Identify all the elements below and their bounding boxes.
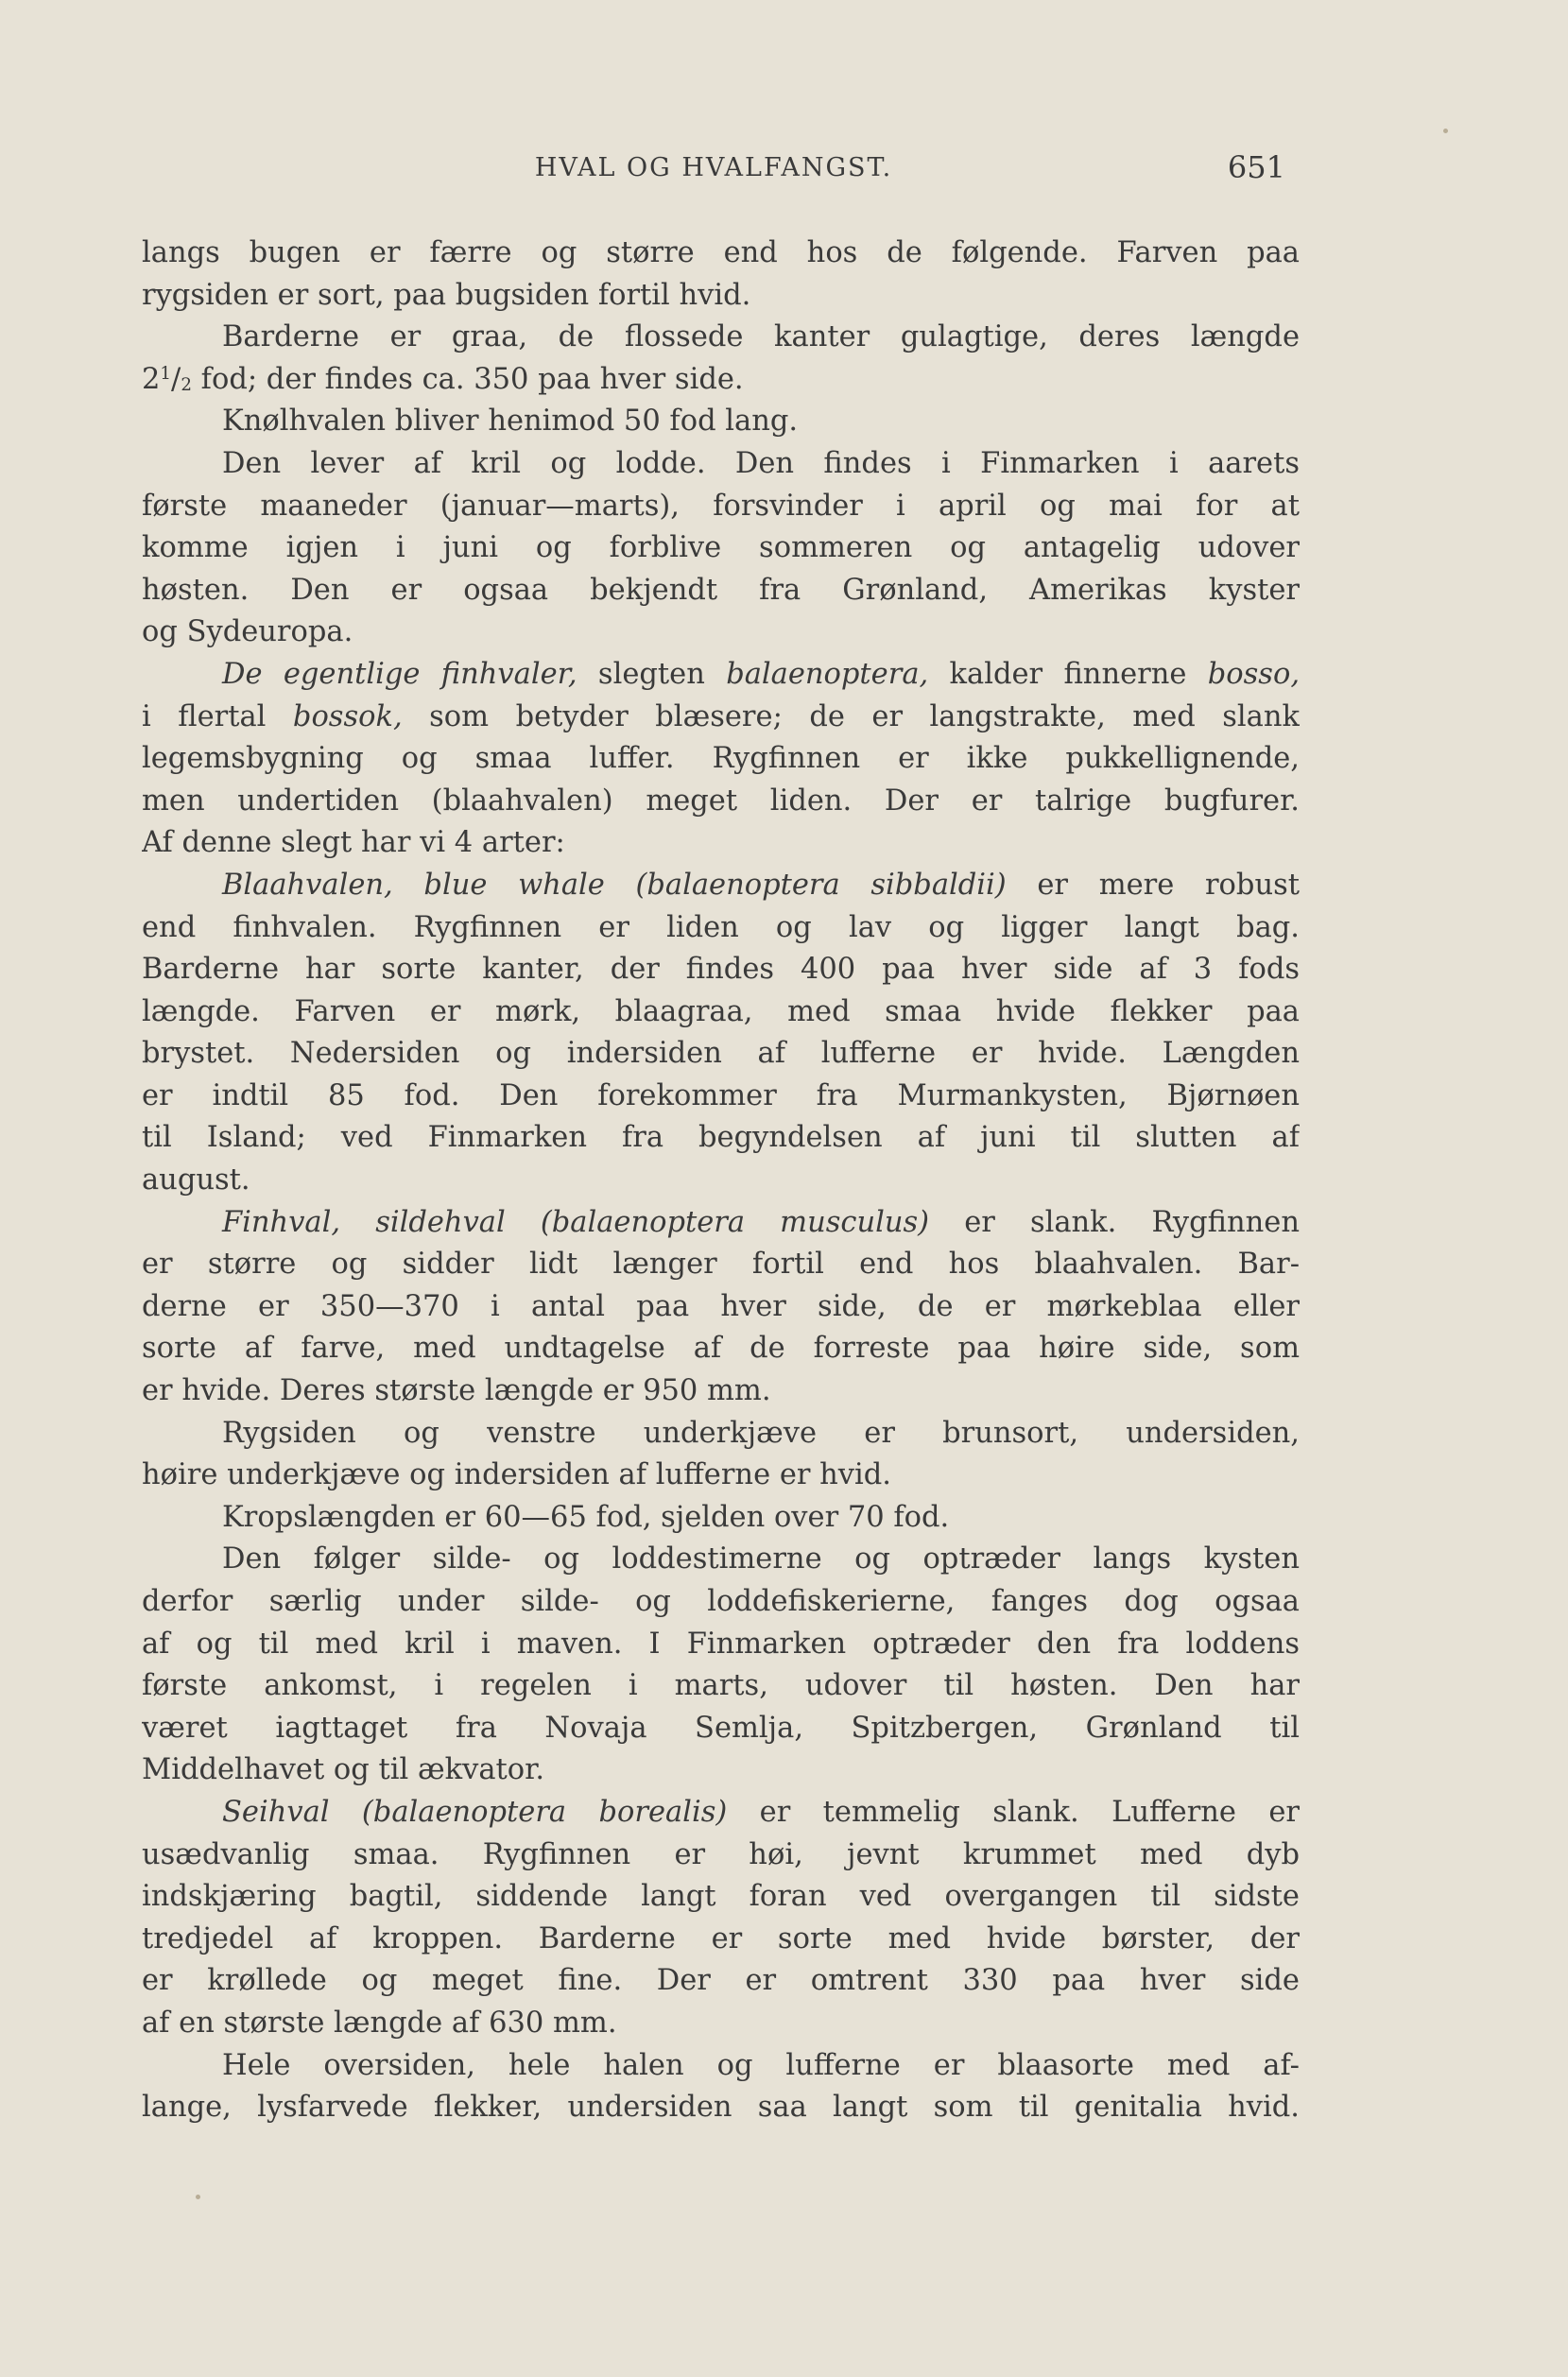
text-line [142,697,1300,739]
text-line: er større og sidder lidt længer fortil end hos blaahvalen. Bar- [142,1248,1300,1282]
page-number: 651 [1227,149,1285,185]
text-line: derfor særlig under silde- og loddefiskerierne, fanges dog ogsaa [142,1585,1300,1618]
text-line: usædvanlig smaa. Rygfinnen er høi, jevnt krummet med dyb [142,1837,1300,1871]
text-line: rygsiden er sort, paa bugsiden fortil hvid. [142,278,751,312]
text-line: er indtil 85 fod. Den forekommer fra Murmankysten, Bjørnøen [142,1078,1300,1112]
text-line: brystet. Nedersiden og indersiden af lufferne er hvide. Længden [142,1037,1300,1071]
text-line: Af denne slegt har vi 4 arter: [142,826,565,860]
text-run: er temmelig slank. Lufferne er [727,1795,1300,1829]
text-line: Middelhavet og til ækvator. [142,1753,545,1787]
text-line: Knølhvalen bliver henimod 50 fod lang. [222,405,799,439]
text-line: men undertiden (blaahvalen) meget liden. Der er talrige bugfurer. [142,784,1300,818]
text-line: er hvide. Deres største længde er 950 mm. [142,1374,771,1408]
text-line: derne er 350—370 i antal paa hver side, de er mørkeblaa eller [142,1289,1300,1323]
text-line: første maaneder (januar—marts), forsvinder i april og mai for at [142,489,1300,523]
text-line: længde. Farven er mørk, blaagraa, med smaa hvide flekker paa [142,994,1300,1028]
text-line: af en største længde af 630 mm. [142,2006,617,2040]
text-line: tredjedel af kroppen. Barderne er sorte med hvide børster, der [142,1921,1300,1955]
text-line: første ankomst, i regelen i marts, udover til høsten. Den har [142,1669,1300,1703]
text-line [142,865,1300,907]
text-line [142,1202,1300,1245]
italic-term: De egentlige finhvaler, [222,657,577,691]
text-line [142,1792,1300,1834]
text-line: lange, lysfarvede flekker, undersiden saa langt som til genitalia hvid. [142,2091,1300,2125]
text-line: komme igjen i juni og forblive sommeren og antagelig udover [142,531,1300,565]
print-speck [196,2195,200,2199]
page-header [142,149,1285,191]
italic-term: Finhval, sildehval (balaenoptera musculus) [222,1205,930,1239]
text-line: indskjæring bagtil, siddende langt foran ved overgangen til sidste [142,1880,1300,1914]
text-line: af og til med kril i maven. I Finmarken optræder den fra loddens [142,1627,1300,1661]
text-line: Den følger silde- og loddestimerne og optræder langs kysten [222,1542,1300,1576]
italic-term: Seihval (balaenoptera borealis) [222,1795,728,1829]
text-run: er slank. Rygfinnen [929,1205,1300,1239]
text-line: end finhvalen. Rygfinnen er liden og lav og ligger langt bag. [142,910,1300,944]
print-speck [1443,129,1448,133]
text-run: slegten [577,657,727,691]
text-line: Barderne har sorte kanter, der findes 400 paa hver side af 3 fods [142,953,1300,987]
italic-term: bosso, [1207,657,1300,691]
text-line: Kropslængden er 60—65 fod, sjelden over 70 fod. [222,1500,950,1534]
text-line: og Sydeuropa. [142,615,353,649]
text-line: august. [142,1163,250,1197]
text-line: høire underkjæve og indersiden af lufferne er hvid. [142,1458,891,1492]
running-head: HVAL OG HVALFANGST. [534,153,893,182]
text-line: langs bugen er færre og større end hos de følgende. Farven paa [142,236,1300,269]
italic-term: balaenoptera, [726,657,929,691]
text-line: Den lever af kril og lodde. Den findes i Finmarken i aarets [222,446,1300,480]
text-line: er krøllede og meget fine. Der er omtrent 330 paa hver side [142,1964,1300,1998]
text-line: Hele oversiden, hele halen og lufferne er blaasorte med af- [222,2048,1300,2082]
text-line: til Island; ved Finmarken fra begyndelsen af juni til slutten af [142,1121,1300,1155]
italic-term: Blaahvalen, blue whale (balaenoptera sibbaldii) [222,868,1007,902]
text-run: kalder finnerne [928,657,1208,691]
text-line [142,654,1300,697]
text-line: været iagttaget fra Novaja Semlja, Spitzbergen, Grønland til [142,1711,1300,1745]
text-line: legemsbygning og smaa luffer. Rygfinnen er ikke pukkellignende, [142,742,1300,776]
text-line: sorte af farve, med undtagelse af de forreste paa høire side, som [142,1332,1300,1366]
text-line: høsten. Den er ogsaa bekjendt fra Grønland, Amerikas kyster [142,573,1300,607]
text-run: er mere robust [1006,868,1300,902]
body-text [142,233,1300,2129]
text-line: $2^1/_2$ fod; der findes ca. 350 paa hver side. [142,362,744,396]
italic-term: bossok, [292,699,403,733]
text-run: i flertal [142,699,293,733]
text-run: som betyder blæsere; de er langstrakte, med slank [402,699,1300,733]
text-line: Barderne er graa, de flossede kanter gulagtige, deres længde [222,320,1300,354]
text-line: Rygsiden og venstre underkjæve er brunsort, undersiden, [222,1416,1300,1450]
